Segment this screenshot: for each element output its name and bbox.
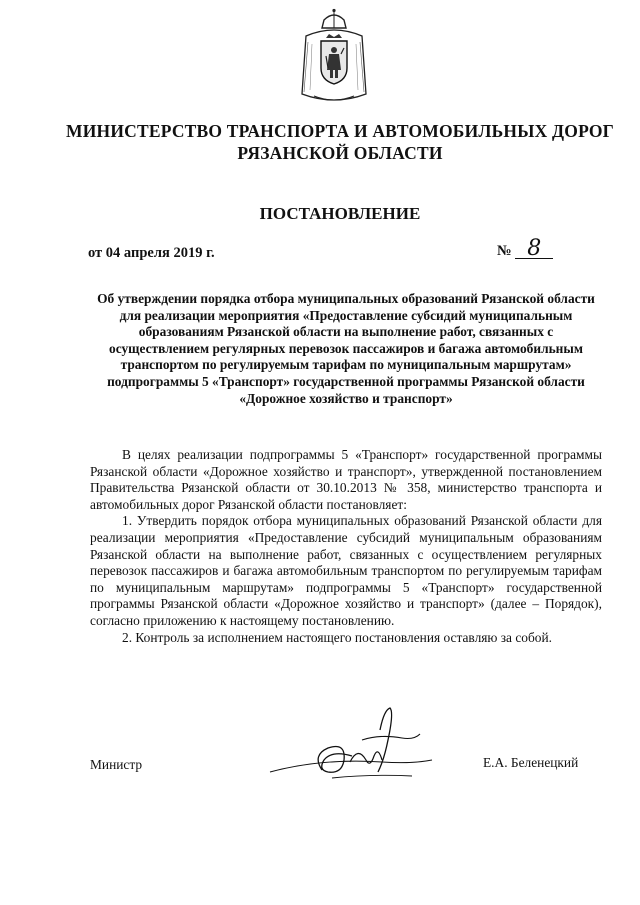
coat-of-arms-icon	[294, 8, 374, 108]
paragraph-preamble: В целях реализации подпрограммы 5 «Транспорт» государственной программы Рязанской области «Дорожное хозяйство и транспорт», утвержденной постановлением Правительства Рязанской области от 30.10.2013 № 358, министерство транспорта и автомобильных дорог Рязанской области постановляет:	[90, 447, 602, 512]
signer-name: Е.А. Беленецкий	[483, 755, 579, 770]
handwritten-signature	[262, 700, 442, 790]
number-value: 8	[515, 240, 553, 259]
number-label: №	[497, 243, 512, 259]
paragraph-item-1: 1. Утвердить порядок отбора муниципальных образований Рязанской области для реализации мероприятия «Предоставление субсидий муниципальным образованиям Рязанской области на выполнение работ, связанных с осуществлением регулярных перевозок пассажиров и багажа автомобильным транспортом по регулируемым тарифам по муниципальным маршрутам» подпрограммы 5 «Транспорт» государственной программы Рязанской области «Дорожное хозяйство и транспорт» (далее – Порядок), согласно приложению к настоящему постановлению.	[90, 513, 602, 628]
document-body	[90, 447, 602, 646]
signer-position: Министр	[90, 757, 143, 772]
ministry-name: МИНИСТЕРСТВО ТРАНСПОРТА И АВТОМОБИЛЬНЫХ ДОРОГ РЯЗАНСКОЙ ОБЛАСТИ	[66, 121, 614, 163]
paragraph-item-2: 2. Контроль за исполнением настоящего постановления оставляю за собой.	[122, 629, 553, 645]
document-date: от 04 апреля 2019 г.	[88, 245, 215, 261]
document-number	[497, 236, 553, 261]
document-title: Об утверждении порядка отбора муниципальных образований Рязанской области для реализации мероприятия «Предоставление субсидий муниципальным образованиям Рязанской области на выполнение работ, связанных с осуществлением регулярных перевозок пассажиров и багажа автомобильным транспортом по регулируемым тарифам по муниципальным маршрутам» подпрограммы 5 «Транспорт» государственной программы Рязанской области «Дорожное хозяйство и транспорт»	[97, 291, 595, 406]
document-type: ПОСТАНОВЛЕНИЕ	[259, 204, 421, 223]
